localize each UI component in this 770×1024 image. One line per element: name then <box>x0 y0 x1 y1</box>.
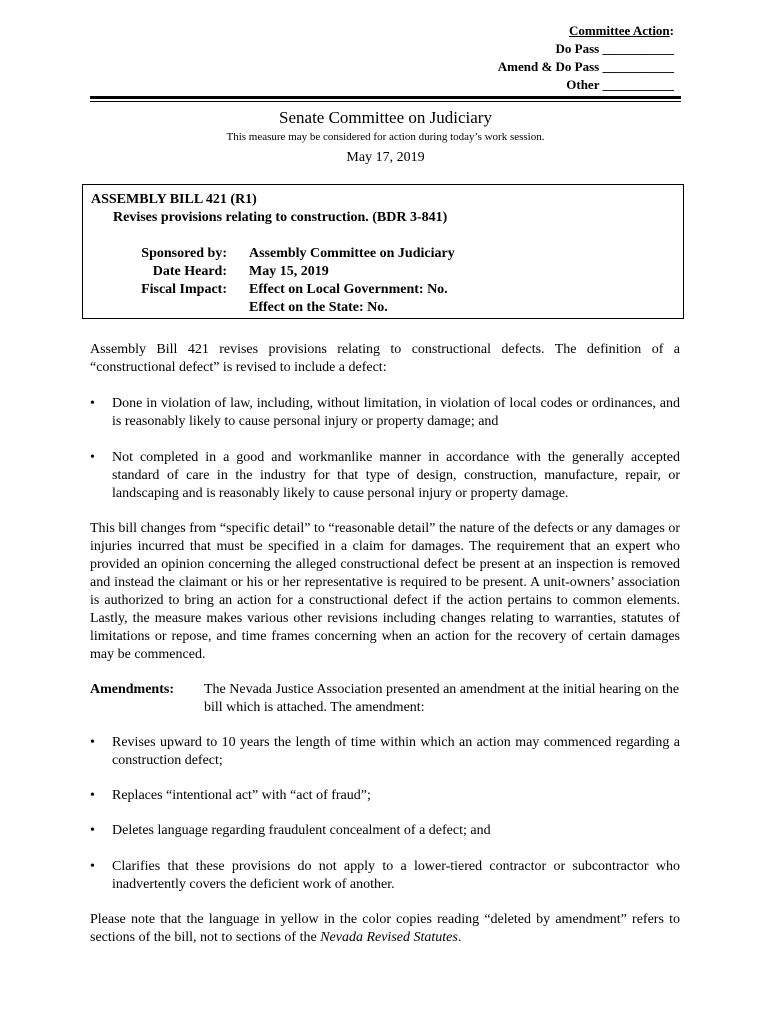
list-item-text: Replaces “intentional act” with “act of fraud”; <box>112 788 371 803</box>
amendments-text: The Nevada Justice Association presented an amendment at the initial hearing on the bill which is attached. The amendment: <box>204 682 680 715</box>
list-item <box>90 734 680 770</box>
sponsor-value: Assembly Committee on Judiciary <box>249 246 455 261</box>
bullet-icon: • <box>90 450 95 465</box>
list-item-text: Done in violation of law, including, without limitation, in violation of local codes or ordinances, and is reasonably likely to cause personal injury or property damage; and <box>112 396 680 429</box>
other-line: Other ___________ <box>566 77 674 92</box>
closing-note <box>90 911 680 947</box>
bill-labels <box>113 245 227 299</box>
bill-title: Revises provisions relating to construction. (BDR 3-841) <box>113 210 448 225</box>
list-item <box>90 822 680 840</box>
sponsored-by-label: Sponsored by: <box>141 246 227 261</box>
bullet-icon: • <box>90 788 95 803</box>
bullet-icon: • <box>90 396 95 411</box>
header-rule-thick <box>90 96 681 99</box>
bill-info-box <box>82 184 684 319</box>
bullet-icon: • <box>90 823 95 838</box>
date-heard-value: May 15, 2019 <box>249 264 329 279</box>
amend-do-pass-line: Amend & Do Pass ___________ <box>497 59 674 74</box>
list-item-text: Revises upward to 10 years the length of time within which an action may commenced regarding a construction defect; <box>112 735 680 768</box>
bill-values <box>249 245 455 317</box>
session-note: This measure may be considered for action during today’s work session. <box>226 131 545 143</box>
committee-action-block <box>414 22 674 94</box>
hearing-date: May 17, 2019 <box>346 150 425 165</box>
header-rule-thin <box>90 101 681 102</box>
list-item <box>90 449 680 503</box>
closing-note-text: Please note that the language in yellow in the color copies reading “deleted by amendment” refers to sections of the bill, not to sections of the <box>90 912 680 945</box>
list-item-text: Not completed in a good and workmanlike manner in accordance with the generally accepted standard of care in the industry for that type of design, construction, manufacture, repair, or landscaping and is reasonably likely to cause personal injury or property damage. <box>112 450 680 501</box>
list-item <box>90 787 680 805</box>
list-item <box>90 858 680 894</box>
amendments-label: Amendments: <box>90 682 174 697</box>
committee-action-heading <box>414 22 674 40</box>
list-item-text: Deletes language regarding fraudulent concealment of a defect; and <box>112 823 491 838</box>
committee-action-colon: : <box>669 23 674 38</box>
do-pass-line: Do Pass ___________ <box>555 41 674 56</box>
bill-number: ASSEMBLY BILL 421 (R1) <box>91 192 257 207</box>
state-effect: Effect on the State: No. <box>249 300 388 315</box>
bullet-icon: • <box>90 735 95 750</box>
closing-note-italic: Nevada Revised Statutes <box>320 930 458 945</box>
date-heard-label: Date Heard: <box>152 264 227 279</box>
summary-intro: Assembly Bill 421 revises provisions relating to constructional defects. The definition of a “constructional defect” is revised to include a defect: <box>90 342 680 375</box>
summary-paragraph: This bill changes from “specific detail” to “reasonable detail” the nature of the defects or any damages or injuries incurred that must be specified in a claim for damages. The requirement that an expert who provided an opinion concerning the alleged constructional defect be present at an inspection is removed and instead the claimant or his or her representative is required to be present. A unit-owners’ association is authorized to bring an action for a constructional defect if the action pertains to common elements. Lastly, the measure makes various other revisions including changes relating to warranties, statutes of limitations or repose, and time frames concerning when an action for the recovery of certain damages may be commenced. <box>90 521 680 662</box>
closing-note-end: . <box>457 930 462 945</box>
committee-action-title: Committee Action <box>568 23 670 38</box>
list-item-text: Clarifies that these provisions do not apply to a lower-tiered contractor or subcontractor who inadvertently covers the deficient work of another. <box>112 859 680 892</box>
fiscal-impact-label: Fiscal Impact: <box>141 282 227 297</box>
local-government-effect: Effect on Local Government: No. <box>249 282 448 297</box>
list-item <box>90 395 680 431</box>
bullet-icon: • <box>90 859 95 874</box>
committee-name: Senate Committee on Judiciary <box>279 108 492 127</box>
